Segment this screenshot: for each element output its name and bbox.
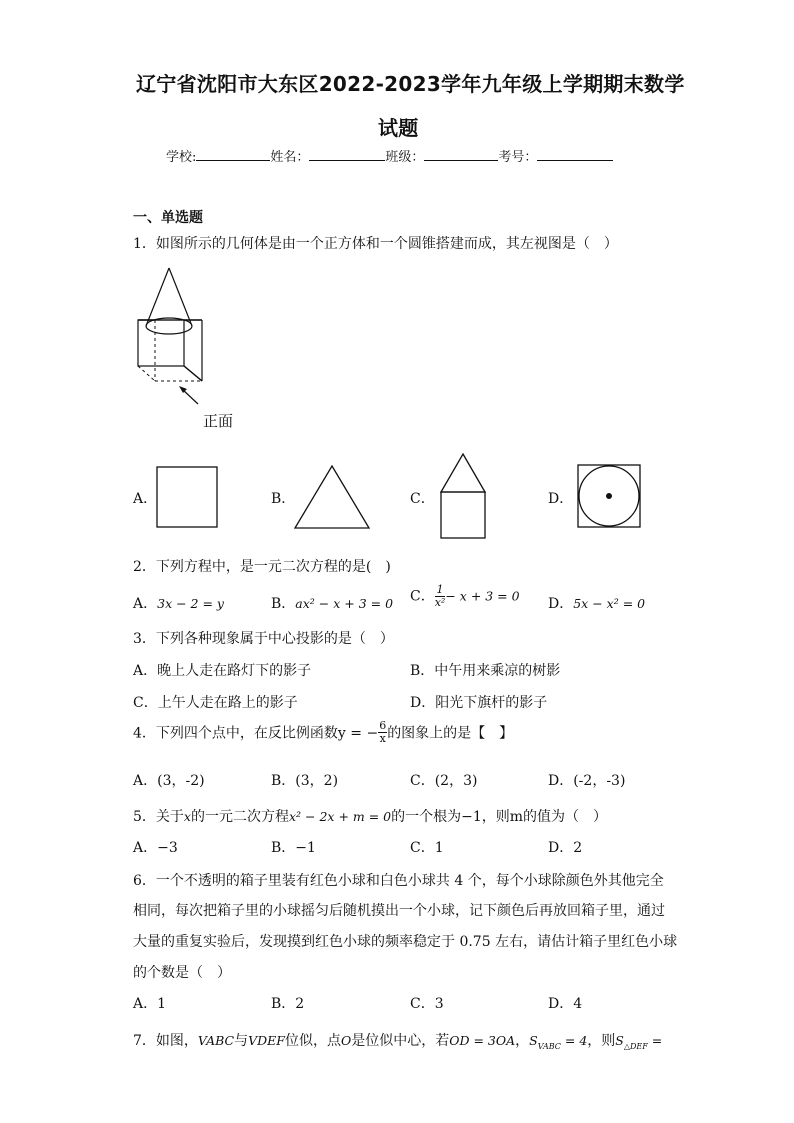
q1-option-b-label[interactable]: B． [271, 491, 296, 507]
q5-var: x [183, 809, 191, 824]
q7-s2-val: = [647, 1033, 663, 1048]
question-1-text: 1．如图所示的几何体是由一个正方体和一个圆锥搭建而成，其左视图是（ ） [133, 236, 618, 252]
q5-pre: 5．关于 [133, 809, 184, 825]
q4-option-a[interactable]: A．(3，-2) [133, 773, 205, 789]
question-2-text: 2．下列方程中，是一元二次方程的是( ) [133, 559, 391, 575]
name-label: 姓名： [270, 150, 310, 165]
question-4-text [133, 720, 513, 745]
q3-option-c[interactable]: C．上午人走在路上的影子 [133, 695, 298, 711]
question-3-text: 3．下列各种现象属于中心投影的是（ ） [133, 631, 394, 647]
q5-option-b[interactable]: B．−1 [271, 840, 316, 856]
q7-s1-sub: VABC [537, 1041, 561, 1051]
q7-eq1: OD = 3OA [449, 1033, 516, 1048]
page-title-line2: 试题 [378, 116, 419, 140]
q5-option-c[interactable]: C．1 [410, 840, 444, 856]
q2-c-fraction [435, 584, 446, 609]
q7-mid2: 位似，点 [284, 1033, 341, 1049]
q7-s1: S [529, 1033, 538, 1048]
page-title-line1: 辽宁省沈阳市大东区2022-2023学年九年级上学期期末数学 [136, 72, 685, 96]
class-label: 班级： [385, 150, 425, 165]
q5-eq: x² − 2x + m = 0 [288, 809, 392, 824]
q4-post: 的图象上的是【 】 [387, 725, 514, 742]
q1-solid-figure [120, 268, 280, 433]
question-5-text [133, 806, 607, 826]
q1-option-c-house[interactable] [440, 453, 488, 539]
q1-option-a-label[interactable]: A． [133, 491, 158, 507]
q4-option-c[interactable]: C．(2，3) [410, 773, 478, 789]
q2-b-eq: ax² − x + 3 = 0 [295, 596, 394, 611]
q7-sep: ， [515, 1033, 530, 1049]
q7-t2: VDEF [248, 1033, 285, 1048]
q2-b-label: B． [271, 596, 296, 612]
q2-a-eq: 3x − 2 = y [157, 596, 224, 611]
q6-option-d[interactable]: D．4 [548, 996, 583, 1012]
q4-den: x [379, 732, 386, 745]
q7-mid3: 是位似中心，若 [351, 1033, 450, 1049]
class-field[interactable] [424, 148, 498, 161]
q7-mid1: 与 [234, 1033, 249, 1049]
q7-s2: S [615, 1033, 624, 1048]
section-heading: 一、单选题 [133, 210, 203, 226]
q4-pre: 4．下列四个点中，在反比例函数y = − [133, 725, 379, 742]
q5-option-d[interactable]: D．2 [548, 840, 583, 856]
question-6-line-3: 大量的重复实验后，发现摸到红色小球的频率稳定于 0.75 左右，请估计箱子里红色小球 [133, 934, 678, 950]
front-view-label: 正面 [203, 412, 234, 430]
question-6-line-1: 6．一个不透明的箱子里装有红色小球和白色小球共 4 个，每个小球除颜色外其他完全 [133, 873, 664, 889]
q2-option-c[interactable] [410, 584, 520, 609]
q3-option-b[interactable]: B．中午用来乘凉的树影 [410, 663, 561, 679]
q5-option-a[interactable]: A．−3 [133, 840, 178, 856]
school-label: 学校: [166, 150, 197, 165]
q1-option-a-square[interactable] [156, 466, 218, 528]
q7-s2-sub: △DEF [623, 1041, 648, 1051]
q4-option-d[interactable]: D．(-2，-3) [548, 773, 626, 789]
q3-option-d[interactable]: D．阳光下旗杆的影子 [410, 695, 548, 711]
q6-option-b[interactable]: B．2 [271, 996, 305, 1012]
q4-option-b[interactable]: B．(3，2) [271, 773, 339, 789]
q6-option-c[interactable]: C．3 [410, 996, 444, 1012]
question-6-line-2: 相同，每次把箱子里的小球摇匀后随机摸出一个小球，记下颜色后再放回箱子里，通过 [133, 903, 665, 919]
q2-d-label: D． [548, 596, 574, 612]
q1-option-b-triangle[interactable] [294, 465, 370, 529]
question-7-text [133, 1030, 662, 1051]
q2-option-d[interactable] [548, 593, 645, 613]
student-info-row [166, 146, 613, 165]
q7-mid4: ，则 [587, 1033, 616, 1049]
q6-option-a[interactable]: A．1 [133, 996, 167, 1012]
q4-num: 6 [379, 719, 387, 732]
q7-o: O [340, 1033, 352, 1048]
q2-a-label: A． [133, 596, 158, 612]
question-6-line-4: 的个数是（ ） [133, 965, 231, 981]
exam-no-field[interactable] [537, 148, 613, 161]
q7-pre: 7．如图， [133, 1033, 198, 1049]
q5-post: 的一个根为−1，则m的值为（ ） [391, 809, 608, 825]
q2-option-a[interactable] [133, 593, 224, 613]
q5-mid: 的一元二次方程 [190, 809, 289, 825]
q1-option-d-circle-square[interactable] [577, 464, 641, 528]
q7-t1: VABC [197, 1033, 235, 1048]
q2-c-num: 1 [436, 583, 444, 596]
q2-c-den: x² [434, 596, 446, 609]
q2-d-eq: 5x − x² = 0 [573, 596, 646, 611]
q7-s1-val: = 4 [560, 1033, 588, 1048]
q3-option-a[interactable]: A．晚上人走在路灯下的影子 [133, 663, 312, 679]
q1-option-d-label[interactable]: D． [548, 491, 574, 507]
q2-c-rest: − x + 3 = 0 [445, 588, 520, 604]
q1-option-c-label[interactable]: C． [410, 491, 435, 507]
exam-no-label: 考号： [498, 150, 538, 165]
school-field[interactable] [196, 148, 270, 161]
q2-option-b[interactable] [271, 593, 393, 613]
q4-fraction [378, 720, 387, 745]
name-field[interactable] [309, 148, 385, 161]
q2-c-label: C． [410, 588, 435, 605]
